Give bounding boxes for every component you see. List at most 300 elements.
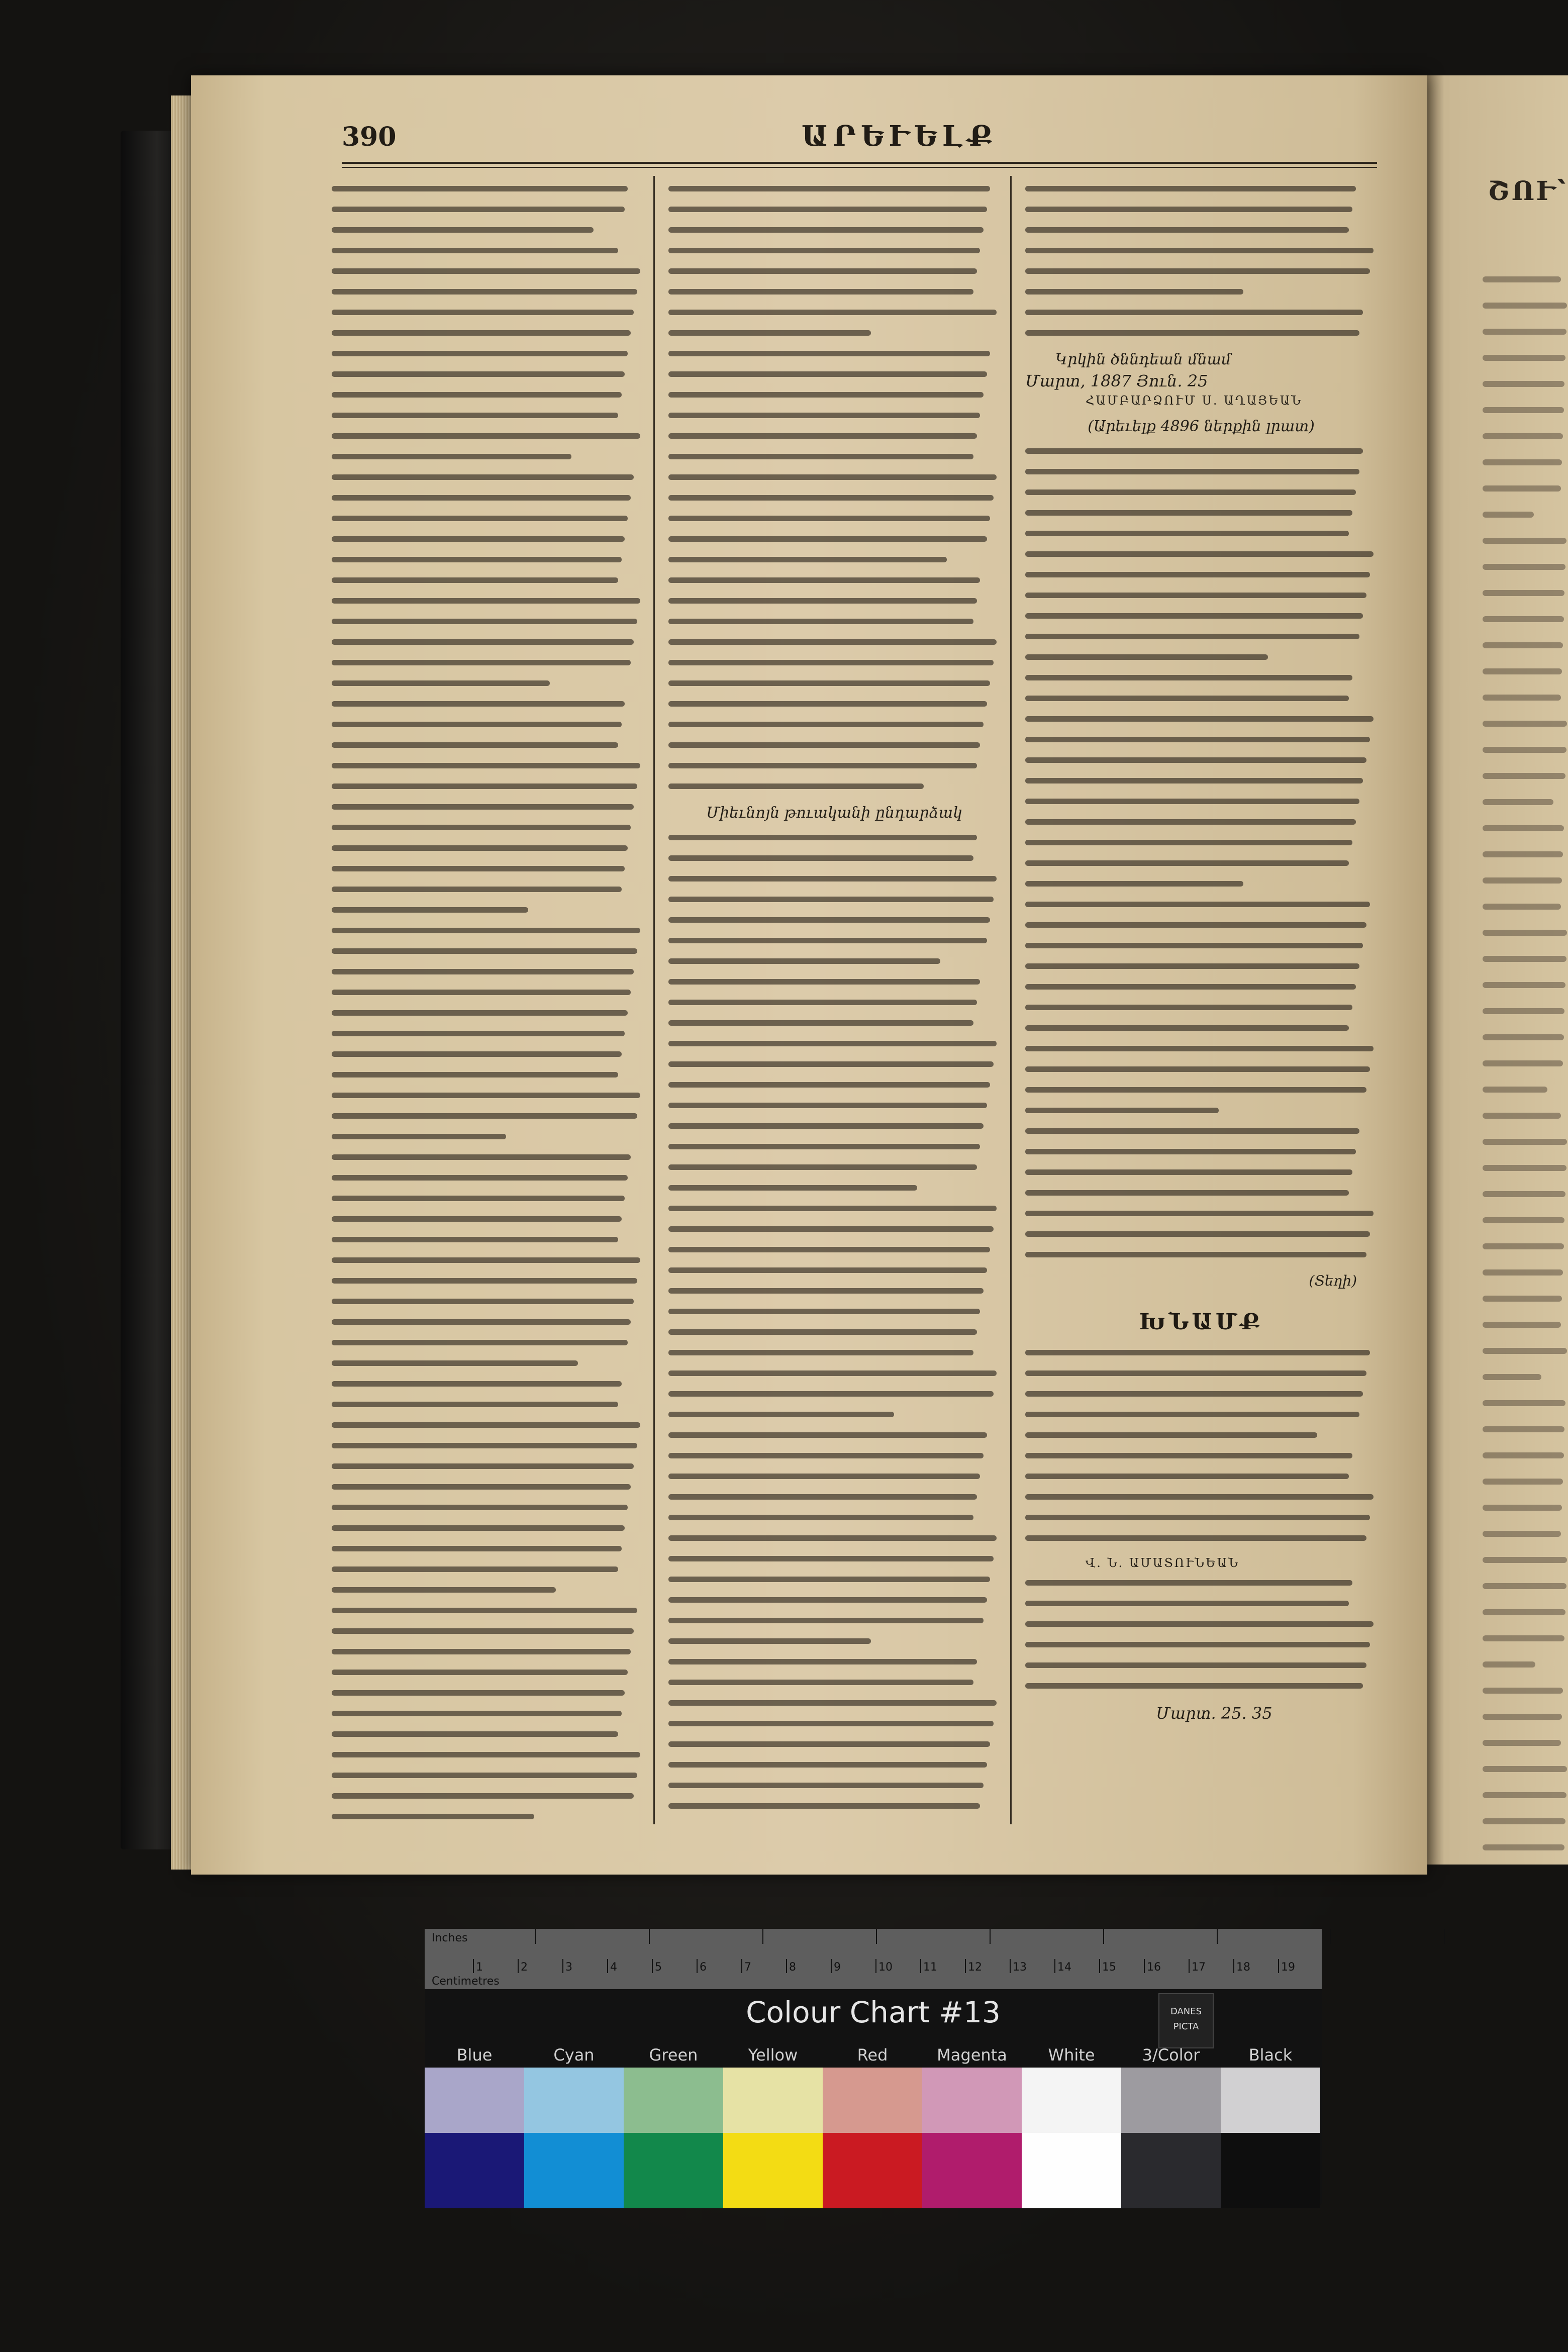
text-line xyxy=(668,186,990,191)
page-number: 390 xyxy=(342,122,397,152)
text-line xyxy=(1025,1453,1352,1458)
text-line xyxy=(1025,1149,1356,1154)
text-line xyxy=(668,413,980,418)
ruler-number: 6 xyxy=(700,1961,707,1974)
text-line xyxy=(332,268,640,274)
column-divider xyxy=(653,176,655,1824)
text-line xyxy=(668,1350,973,1355)
text-line xyxy=(1483,407,1564,413)
text-line xyxy=(1025,268,1370,274)
text-line xyxy=(332,1793,634,1799)
swatch-dark-white xyxy=(1022,2133,1121,2208)
text-line xyxy=(1025,572,1370,577)
text-line xyxy=(332,1278,637,1284)
text-line xyxy=(332,1731,618,1737)
text-line xyxy=(668,577,980,583)
text-line xyxy=(668,1041,997,1046)
text-line xyxy=(668,1741,990,1747)
text-line xyxy=(668,938,987,943)
running-title: ԱՐԵՒԵԼՔ xyxy=(801,120,998,153)
text-line xyxy=(1025,1662,1366,1668)
ruler-tick xyxy=(1054,1959,1055,1973)
newspaper-page xyxy=(191,75,1427,1875)
text-line xyxy=(668,1185,917,1191)
ruler-tick xyxy=(562,1959,563,1973)
text-line xyxy=(332,1690,625,1696)
text-line xyxy=(332,248,618,253)
text-line xyxy=(668,227,984,233)
text-line xyxy=(332,1422,640,1428)
ruler-number: 13 xyxy=(1013,1961,1027,1974)
danes-picta-logo: DANES PICTA xyxy=(1158,1993,1214,2048)
text-line xyxy=(668,1082,990,1088)
text-line xyxy=(332,928,640,933)
text-line xyxy=(668,1247,990,1252)
text-line xyxy=(1025,489,1356,495)
text-line xyxy=(332,619,637,624)
text-line xyxy=(1483,851,1563,857)
text-line xyxy=(1483,1165,1566,1171)
text-line xyxy=(1025,1391,1363,1397)
text-line xyxy=(1025,634,1359,639)
text-line xyxy=(1483,1008,1564,1014)
text-line xyxy=(332,1299,634,1304)
text-line xyxy=(668,248,980,253)
ruler-tick xyxy=(1278,1959,1279,1973)
text-line xyxy=(1483,276,1561,282)
text-line xyxy=(332,598,640,604)
text-line xyxy=(1025,860,1349,866)
text-line xyxy=(332,1257,640,1263)
text-line xyxy=(1025,469,1359,474)
text-line xyxy=(332,1628,634,1634)
swatch-light-cyan xyxy=(524,2068,624,2133)
text-line xyxy=(332,1546,622,1551)
text-line xyxy=(668,351,990,356)
text-line xyxy=(668,722,984,727)
text-line xyxy=(332,969,634,974)
text-line xyxy=(332,1340,628,1345)
text-line xyxy=(668,433,977,439)
swatch-light-black xyxy=(1221,2068,1320,2133)
text-line xyxy=(1483,825,1564,831)
text-line xyxy=(1025,1642,1370,1647)
text-line xyxy=(332,1051,622,1057)
text-line xyxy=(332,557,622,562)
swatch-dark-yellow xyxy=(723,2133,823,2208)
text-line xyxy=(1483,459,1562,465)
ruler-number: 9 xyxy=(834,1961,841,1974)
text-line xyxy=(1483,1034,1564,1040)
text-line xyxy=(1483,381,1564,387)
ruler-tick xyxy=(1144,1959,1145,1973)
text-line xyxy=(668,1680,973,1685)
text-line xyxy=(332,1154,631,1160)
text-line xyxy=(1483,1191,1565,1197)
text-line xyxy=(668,330,871,336)
text-line xyxy=(1025,207,1352,212)
text-line xyxy=(332,392,622,398)
section-title: ԽՆԱՄՔ xyxy=(1139,1309,1263,1335)
ruler-number: 18 xyxy=(1236,1961,1250,1974)
text-line xyxy=(668,855,973,861)
text-line xyxy=(1483,1479,1563,1485)
swatch-dark-black xyxy=(1221,2133,1320,2208)
text-line xyxy=(668,1412,894,1417)
ruler-tick xyxy=(518,1959,519,1973)
text-line xyxy=(332,804,634,810)
text-line xyxy=(332,1402,618,1407)
ruler-inch-tick xyxy=(1330,1929,1331,1944)
text-line xyxy=(332,1175,628,1181)
swatch-dark-magenta xyxy=(922,2133,1022,2208)
text-line xyxy=(668,1577,990,1582)
text-line xyxy=(668,1391,994,1397)
text-line xyxy=(1483,512,1534,518)
swatch-light-magenta xyxy=(922,2068,1022,2133)
swatch-label: White xyxy=(1048,2045,1095,2065)
text-line xyxy=(1483,1818,1565,1824)
text-line xyxy=(668,371,987,377)
text-line xyxy=(668,289,973,295)
ruler-number: 5 xyxy=(655,1961,662,1974)
ruler-inch-tick xyxy=(1444,1929,1445,1944)
ruler-tick xyxy=(473,1959,474,1973)
signature-name: ՀԱՄԲԱՐՁՈՒՄ Ս. ԱՂԱՅԵԱՆ xyxy=(1086,394,1303,408)
text-line xyxy=(668,639,997,645)
ruler-inch-tick xyxy=(1217,1929,1218,1944)
ruler-number: 2 xyxy=(521,1961,528,1974)
text-line xyxy=(1483,1766,1567,1772)
text-line xyxy=(1025,1190,1349,1196)
text-line xyxy=(332,1381,622,1387)
text-line xyxy=(1483,1296,1562,1302)
text-line xyxy=(668,495,994,501)
text-line xyxy=(332,474,634,480)
text-line xyxy=(668,742,980,748)
text-line xyxy=(668,1432,987,1438)
text-line xyxy=(1025,654,1268,660)
next-page-title: ՇՈՒ՝ xyxy=(1488,176,1567,207)
text-line xyxy=(1483,590,1564,596)
text-line xyxy=(332,310,634,315)
text-line xyxy=(668,1329,977,1335)
text-line xyxy=(1025,1128,1359,1134)
ruler-inch-tick xyxy=(535,1929,536,1944)
text-line xyxy=(668,917,990,923)
text-line xyxy=(668,1144,980,1149)
text-line xyxy=(1483,1531,1561,1537)
text-line xyxy=(1483,642,1563,648)
text-line xyxy=(332,1031,625,1036)
text-line xyxy=(1025,840,1352,845)
swatch-label: Cyan xyxy=(553,2045,595,2065)
text-line xyxy=(1025,1169,1352,1175)
ruler-tick xyxy=(1099,1959,1100,1973)
text-line xyxy=(668,1474,980,1479)
closing-date: Մարտ. 25. 35 xyxy=(1156,1704,1272,1723)
text-line xyxy=(668,876,997,881)
text-line xyxy=(332,227,594,233)
text-line xyxy=(668,1370,997,1376)
text-line xyxy=(332,1711,622,1716)
text-line xyxy=(668,979,980,985)
text-line xyxy=(1483,1400,1565,1406)
column-subhead: Միեւնոյն թուականի ընդարձակ xyxy=(706,804,962,822)
text-line xyxy=(1025,1005,1352,1010)
text-line xyxy=(1025,799,1359,804)
text-line xyxy=(332,1525,625,1531)
ruler-number: 1 xyxy=(476,1961,483,1974)
text-line xyxy=(668,310,997,315)
text-column-2 xyxy=(668,186,1000,1824)
text-line xyxy=(332,825,631,830)
text-line xyxy=(1025,1108,1219,1113)
text-line xyxy=(1483,616,1564,622)
text-line xyxy=(332,1566,618,1572)
text-line xyxy=(332,1505,628,1510)
text-line xyxy=(332,887,622,892)
swatch-light-blue xyxy=(425,2068,524,2133)
ruler-inches-label: Inches xyxy=(432,1932,468,1944)
signature: Կրկին ծննդեան մնամ xyxy=(1055,351,1231,368)
text-line xyxy=(668,1535,997,1541)
text-line xyxy=(668,1700,997,1706)
text-line xyxy=(668,1020,973,1026)
text-line xyxy=(1025,1515,1370,1520)
text-line xyxy=(332,1773,637,1778)
text-line xyxy=(668,1721,994,1726)
swatch-label: Yellow xyxy=(748,2045,798,2065)
text-line xyxy=(1483,1714,1562,1720)
text-line xyxy=(1025,248,1374,253)
text-line xyxy=(332,413,618,418)
text-line xyxy=(668,454,973,459)
text-line xyxy=(1025,1087,1366,1093)
text-line xyxy=(668,207,987,212)
measurement-ruler xyxy=(425,1929,1322,1989)
text-line xyxy=(332,536,625,542)
text-line xyxy=(332,1649,631,1654)
swatch-label: Green xyxy=(649,2045,698,2065)
text-line xyxy=(1483,1635,1564,1641)
text-line xyxy=(1025,1025,1349,1031)
ruler-tick xyxy=(786,1959,787,1973)
text-line xyxy=(668,1288,984,1294)
text-line xyxy=(668,1061,994,1067)
text-line xyxy=(1025,1621,1374,1627)
text-line xyxy=(1483,1583,1566,1589)
text-line xyxy=(332,1752,640,1757)
text-line xyxy=(332,722,622,727)
text-line xyxy=(1483,538,1566,544)
ruler-number: 14 xyxy=(1057,1961,1071,1974)
text-line xyxy=(1483,1557,1567,1563)
text-line xyxy=(1483,930,1567,936)
text-line xyxy=(1025,1412,1359,1417)
text-line xyxy=(1483,1060,1563,1066)
text-line xyxy=(1025,330,1359,336)
swatch-light-red xyxy=(823,2068,922,2133)
text-line xyxy=(1025,593,1366,598)
text-line xyxy=(1025,778,1363,783)
text-line xyxy=(1483,1113,1561,1119)
text-line xyxy=(1025,186,1356,191)
ruler-number: 11 xyxy=(923,1961,937,1974)
text-line xyxy=(1483,773,1565,779)
bracket-heading: (Արեւելք 4896 ներքին լրատ) xyxy=(1088,418,1315,435)
text-line xyxy=(332,1113,637,1119)
swatch-dark-blue xyxy=(425,2133,524,2208)
text-column-3 xyxy=(1025,186,1377,1726)
text-line xyxy=(1025,1494,1374,1500)
swatch-dark-cyan xyxy=(524,2133,624,2208)
text-line xyxy=(668,1659,977,1664)
text-line xyxy=(1025,675,1352,680)
text-line xyxy=(1483,799,1553,805)
ruler-number: 15 xyxy=(1102,1961,1116,1974)
text-line xyxy=(1025,227,1349,233)
text-line xyxy=(1025,1350,1370,1355)
next-page-text xyxy=(1483,276,1568,1865)
text-line xyxy=(1025,757,1366,763)
ruler-inch-tick xyxy=(876,1929,877,1944)
text-line xyxy=(332,866,625,871)
swatch-dark-green xyxy=(624,2133,723,2208)
text-line xyxy=(332,639,634,645)
ruler-tick xyxy=(920,1959,921,1973)
ruler-number: 19 xyxy=(1281,1961,1295,1974)
text-line xyxy=(1025,510,1352,516)
text-line xyxy=(1483,1844,1564,1850)
text-line xyxy=(1025,1066,1370,1072)
colour-chart xyxy=(425,1929,1322,2205)
text-line xyxy=(668,598,977,604)
closing-signature: Վ. Ն. ԱՄԱՏՈՒՆԵԱՆ xyxy=(1086,1556,1240,1570)
text-line xyxy=(332,990,631,995)
text-line xyxy=(1483,877,1562,884)
text-line xyxy=(332,1093,640,1098)
text-line xyxy=(1483,721,1567,727)
text-line xyxy=(668,1556,994,1561)
text-line xyxy=(1025,551,1374,557)
text-line xyxy=(668,474,997,480)
text-line xyxy=(1483,695,1561,701)
text-line xyxy=(332,433,640,439)
swatch-labels xyxy=(425,2045,1322,2066)
text-line xyxy=(332,701,625,707)
ruler-tick xyxy=(652,1959,653,1973)
text-line xyxy=(668,1597,987,1603)
text-line xyxy=(1483,904,1561,910)
text-line xyxy=(668,392,984,398)
text-line xyxy=(1483,1740,1561,1746)
text-line xyxy=(1483,1661,1535,1668)
text-line xyxy=(332,1587,556,1593)
text-line xyxy=(1025,1683,1363,1689)
text-line xyxy=(332,1237,618,1242)
text-line xyxy=(332,495,631,501)
text-line xyxy=(668,1783,984,1788)
ruler-number: 12 xyxy=(968,1961,982,1974)
text-line xyxy=(668,1494,977,1500)
text-line xyxy=(332,1814,534,1819)
text-line xyxy=(1025,819,1356,825)
swatch-label: Blue xyxy=(456,2045,493,2065)
ruler-inch-tick xyxy=(1103,1929,1104,1944)
text-line xyxy=(668,1000,977,1005)
text-line xyxy=(332,845,628,851)
text-line xyxy=(1483,1374,1541,1380)
text-line xyxy=(1483,1322,1561,1328)
text-line xyxy=(668,1762,987,1768)
text-line xyxy=(332,783,637,789)
text-line xyxy=(332,1216,622,1222)
text-line xyxy=(332,1670,628,1675)
text-line xyxy=(1025,1370,1366,1376)
text-line xyxy=(332,1360,578,1366)
text-line xyxy=(668,1638,871,1644)
text-line xyxy=(1483,355,1565,361)
text-line xyxy=(1483,1243,1564,1249)
ruler-tick xyxy=(965,1959,966,1973)
swatch-label: 3/Color xyxy=(1142,2045,1200,2065)
text-line xyxy=(332,454,571,459)
text-line xyxy=(668,1618,984,1623)
sidemark: (Տեղի) xyxy=(1309,1272,1357,1289)
text-line xyxy=(668,1803,980,1809)
swatch-label: Red xyxy=(857,2045,888,2065)
ruler-tick xyxy=(831,1959,832,1973)
text-line xyxy=(1483,1087,1547,1093)
ruler-tick xyxy=(1233,1959,1234,1973)
ruler-tick xyxy=(741,1959,742,1973)
text-line xyxy=(1483,956,1566,962)
text-line xyxy=(668,1123,984,1129)
next-page xyxy=(1427,75,1568,1865)
text-line xyxy=(1025,1046,1374,1051)
text-line xyxy=(332,289,637,295)
text-line xyxy=(668,783,924,789)
text-line xyxy=(332,371,625,377)
text-line xyxy=(1025,1580,1352,1586)
text-line xyxy=(332,1319,631,1325)
text-line xyxy=(668,1226,994,1232)
text-line xyxy=(668,268,977,274)
text-line xyxy=(1025,696,1349,701)
swatch-light-green xyxy=(624,2068,723,2133)
ruler-number: 10 xyxy=(878,1961,893,1974)
text-line xyxy=(332,1484,631,1490)
text-line xyxy=(668,1309,980,1314)
swatch-light-yellow xyxy=(723,2068,823,2133)
text-line xyxy=(332,1463,634,1469)
text-line xyxy=(1483,564,1565,570)
text-line xyxy=(1483,668,1562,674)
text-line xyxy=(668,1515,973,1520)
text-line xyxy=(332,763,640,768)
ruler-number: 8 xyxy=(789,1961,796,1974)
text-line xyxy=(1025,310,1363,315)
text-line xyxy=(668,619,973,624)
text-line xyxy=(668,660,994,665)
ruler-number: 16 xyxy=(1147,1961,1161,1974)
text-line xyxy=(668,763,977,768)
ruler-tick xyxy=(1189,1959,1190,1973)
text-line xyxy=(1483,1217,1564,1223)
text-line xyxy=(1025,1432,1317,1438)
swatch-dark-red xyxy=(823,2133,922,2208)
